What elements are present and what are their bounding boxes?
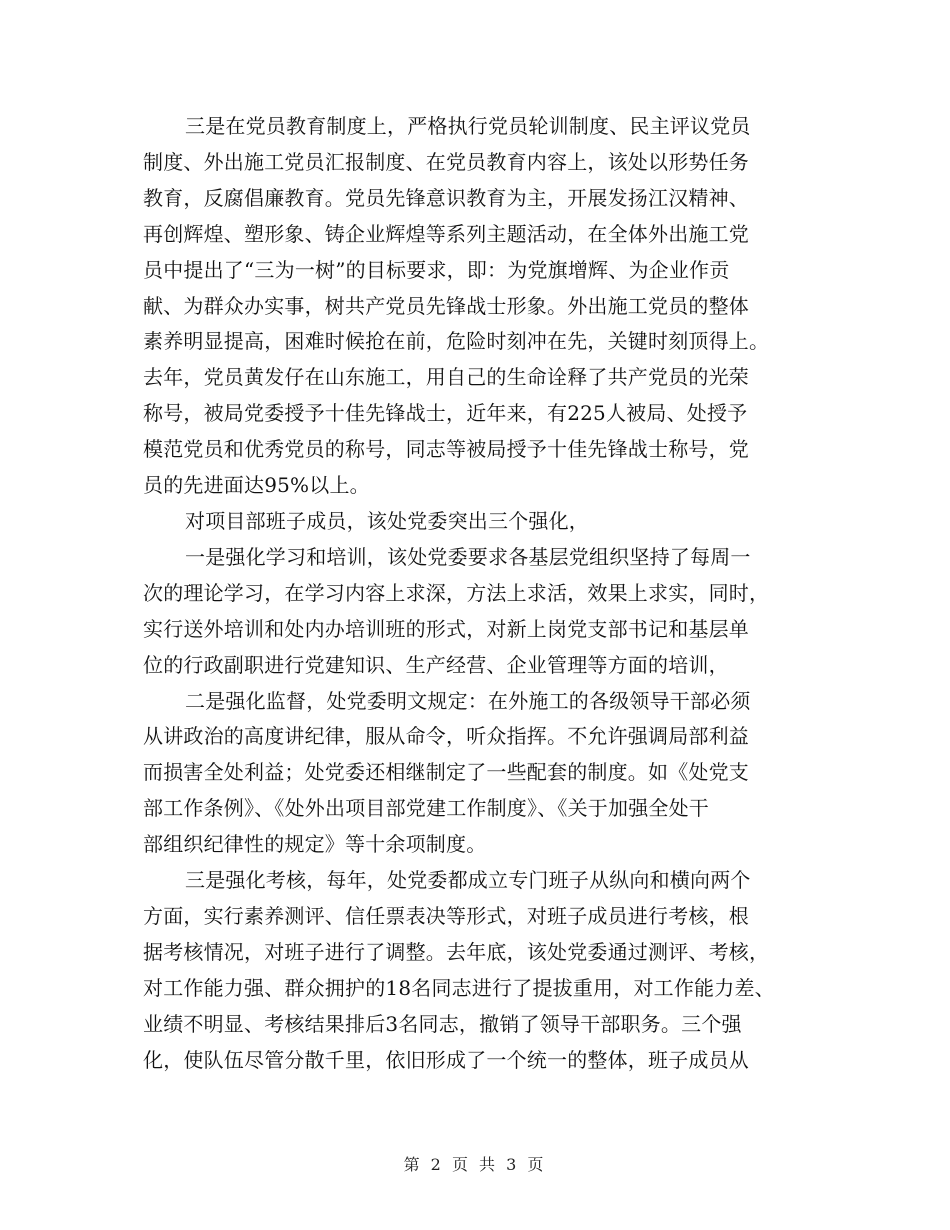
text-line: 对工作能力强、群众拥护的18名同志进行了提拔重用，对工作能力差、 (143, 975, 775, 1000)
text-line: 次的理论学习，在学习内容上求深，方法上求活，效果上求实，同时， (143, 580, 770, 605)
paragraph-p5 (143, 863, 823, 1078)
text-line: 位的行政副职进行党建知识、生产经营、企业管理等方面的培训， (143, 652, 729, 677)
text-line: 素养明显提高，困难时候抢在前，危险时刻冲在先，关键时刻顶得上。 (143, 329, 770, 354)
text-line: 员的先进面达95%以上。 (143, 473, 370, 498)
paragraph-p4 (143, 684, 823, 864)
document-body (143, 109, 823, 1078)
text-line: 化，使队伍尽管分散千里，依旧形成了一个统一的整体，班子成员从 (143, 1047, 749, 1072)
text-line: 业绩不明显、考核结果排后3名同志，撤销了领导干部职务。三个强 (143, 1011, 742, 1036)
text-line: 部组织纪律性的规定》等十余项制度。 (143, 832, 487, 857)
text-line: 三是强化考核，每年，处党委都成立专门班子从纵向和横向两个 (185, 868, 751, 893)
text-line: 方面，实行素养测评、信任票表决等形式，对班子成员进行考核，根 (143, 903, 749, 928)
text-line: 二是强化监督，处党委明文规定：在外施工的各级领导干部必须 (185, 688, 751, 713)
paragraph-p2 (143, 504, 823, 540)
page-footer: 第 2 页 共 3 页 (403, 1155, 547, 1174)
text-line: 教育，反腐倡廉教育。党员先锋意识教育为主，开展发扬江汉精神、 (143, 185, 749, 210)
text-line: 制度、外出施工党员汇报制度、在党员教育内容上，该处以形势任务 (143, 149, 749, 174)
text-line: 而损害全处利益；处党委还相继制定了一些配套的制度。如《处党支 (143, 760, 749, 785)
text-line: 一是强化学习和培训，该处党委要求各基层党组织坚持了每周一 (185, 544, 751, 569)
paragraph-p1 (143, 109, 823, 504)
text-line: 三是在党员教育制度上，严格执行党员轮训制度、民主评议党员 (185, 114, 751, 138)
text-line: 实行送外培训和处内办培训班的形式，对新上岗党支部书记和基层单 (143, 616, 749, 641)
text-line: 再创辉煌、塑形象、铸企业辉煌等系列主题活动，在全体外出施工党 (143, 221, 749, 246)
paragraph-p3 (143, 540, 823, 684)
text-line: 去年，党员黄发仔在山东施工，用自己的生命诠释了共产党员的光荣 (143, 365, 749, 390)
text-line: 部工作条例》、《处外出项目部党建工作制度》、《关于加强全处干 (143, 796, 709, 821)
text-line: 模范党员和优秀党员的称号，同志等被局授予十佳先锋战士称号，党 (143, 437, 749, 462)
text-line: 称号，被局党委授予十佳先锋战士，近年来，有225人被局、处授予 (143, 401, 748, 426)
text-line: 献、为群众办实事，树共产党员先锋战士形象。外出施工党员的整体 (143, 293, 749, 318)
text-line: 从讲政治的高度讲纪律，服从命令，听众指挥。不允许强调局部利益 (143, 724, 749, 749)
text-line: 对项目部班子成员，该处党委突出三个强化， (185, 508, 589, 533)
text-line: 据考核情况，对班子进行了调整。去年底，该处党委通过测评、考核， (143, 939, 770, 964)
text-line: 员中提出了“三为一树”的目标要求，即：为党旗增辉、为企业作贡 (143, 257, 730, 282)
